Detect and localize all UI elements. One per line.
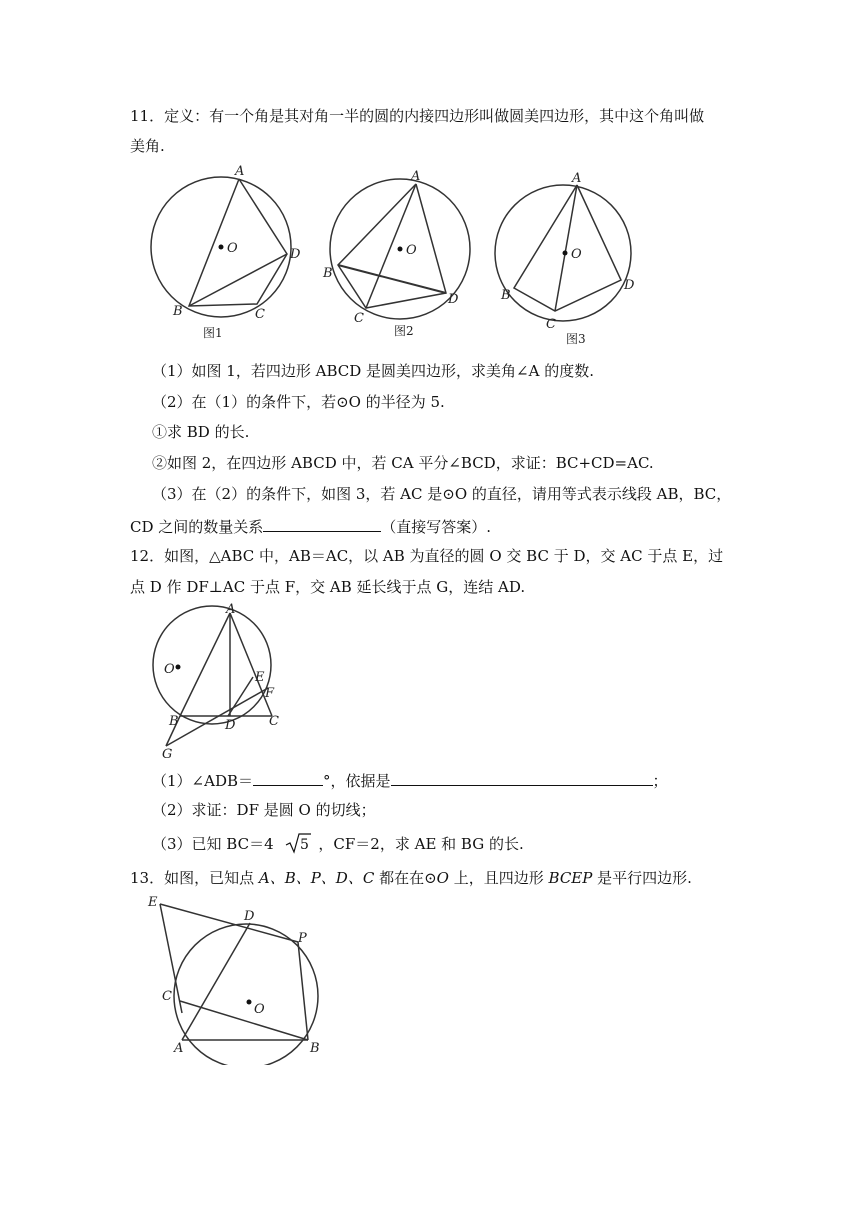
q12-part2: （2）求证：DF 是圆 O 的切线； bbox=[152, 801, 376, 819]
q11-figure-2 bbox=[318, 165, 488, 350]
fig3-caption: 图3 bbox=[566, 332, 586, 346]
label-D: D bbox=[225, 718, 236, 733]
sqrt-radicand: 5 bbox=[300, 837, 310, 853]
label-G: G bbox=[162, 747, 173, 762]
q11-part2: （2）在（1）的条件下，若⊙O 的半径为 5. bbox=[152, 393, 445, 411]
q12-part1-mid: °，依据是 bbox=[323, 772, 391, 790]
q13-line bbox=[130, 868, 692, 888]
q13-figure bbox=[140, 890, 340, 1065]
label-C: C bbox=[162, 989, 172, 1004]
label-O: O bbox=[254, 1002, 265, 1017]
label-B: B bbox=[169, 714, 179, 729]
label-E: E bbox=[148, 895, 158, 910]
q12-part1-suffix: ； bbox=[652, 772, 668, 790]
q11-figure-3 bbox=[490, 165, 650, 350]
q12-part3-text: （3）已知 BC＝4 bbox=[152, 835, 274, 853]
q12-line2: 点 D 作 DF⊥AC 于点 F，交 AB 延长线于点 G，连结 AD. bbox=[130, 578, 526, 596]
q11-part3-line2 bbox=[130, 515, 491, 537]
label-A: A bbox=[226, 603, 236, 617]
q12-part3 bbox=[152, 832, 524, 854]
q13-text-mid2: 上，且四边形 bbox=[448, 869, 549, 887]
q11-part1: （1）如图 1，若四边形 ABCD 是圆美四边形，求美角∠A 的度数. bbox=[152, 362, 594, 380]
label-B: B bbox=[323, 266, 333, 281]
q13-quad-name: BCEP bbox=[548, 869, 593, 887]
label-C: C bbox=[269, 714, 279, 729]
label-O: O bbox=[406, 243, 417, 258]
q11-part3-text: CD 之间的数量关系 bbox=[130, 518, 264, 536]
label-C: C bbox=[546, 317, 556, 332]
label-B: B bbox=[173, 304, 183, 319]
label-D: D bbox=[448, 292, 459, 307]
q11-line1: 11．定义：有一个角是其对角一半的圆的内接四边形叫做圆美四边形，其中这个角叫做 bbox=[130, 107, 705, 125]
q13-circle-name: O bbox=[436, 869, 449, 887]
q12-part1-text: （1）∠ADB＝ bbox=[152, 772, 253, 790]
q13-points: A、B、P、D、C bbox=[258, 869, 375, 887]
q11-part2b: ②如图 2，在四边形 ABCD 中，若 CA 平分∠BCD，求证：BC+CD=AC. bbox=[152, 454, 654, 472]
label-O: O bbox=[571, 247, 582, 262]
q11-line2: 美角. bbox=[130, 137, 165, 155]
sqrt-symbol bbox=[284, 832, 312, 854]
label-D: D bbox=[624, 278, 635, 293]
label-D: D bbox=[244, 909, 255, 924]
reason-answer-blank[interactable] bbox=[391, 769, 653, 786]
q13-text-mid: 都在在⊙ bbox=[374, 869, 437, 887]
label-A: A bbox=[411, 169, 421, 184]
label-B: B bbox=[310, 1041, 320, 1056]
label-A: A bbox=[572, 171, 582, 186]
q12-part1 bbox=[152, 769, 668, 791]
q11-part2a: ①求 BD 的长. bbox=[152, 423, 250, 441]
fig2-caption: 图2 bbox=[394, 324, 414, 338]
q12-part3-suffix: ，CF＝2，求 AE 和 BG 的长. bbox=[318, 835, 524, 853]
label-O: O bbox=[227, 241, 238, 256]
label-P: P bbox=[298, 931, 307, 946]
label-D: D bbox=[290, 247, 301, 262]
label-E: E bbox=[255, 670, 265, 685]
label-C: C bbox=[255, 307, 265, 322]
answer-blank[interactable] bbox=[263, 515, 381, 532]
q11-part3-suffix: （直接写答案）. bbox=[381, 518, 492, 536]
q12-line1: 12．如图，△ABC 中，AB＝AC，以 AB 为直径的圆 O 交 BC 于 D，交 AC 于点 E，过 bbox=[130, 547, 724, 565]
label-B: B bbox=[501, 288, 511, 303]
label-C: C bbox=[354, 311, 364, 326]
fig1-caption: 图1 bbox=[203, 326, 223, 340]
q13-text-post: 是平行四边形. bbox=[592, 869, 692, 887]
label-F: F bbox=[265, 686, 275, 701]
angle-answer-blank[interactable] bbox=[253, 769, 323, 786]
label-A: A bbox=[235, 165, 245, 179]
q12-figure bbox=[140, 603, 300, 763]
label-O: O bbox=[164, 662, 175, 677]
q11-figure-1 bbox=[145, 165, 315, 350]
q11-part3-line1: （3）在（2）的条件下，如图 3，若 AC 是⊙O 的直径，请用等式表示线段 AB，BC， bbox=[152, 485, 732, 503]
q13-text: 13．如图，已知点 bbox=[130, 869, 259, 887]
label-A: A bbox=[174, 1041, 184, 1056]
